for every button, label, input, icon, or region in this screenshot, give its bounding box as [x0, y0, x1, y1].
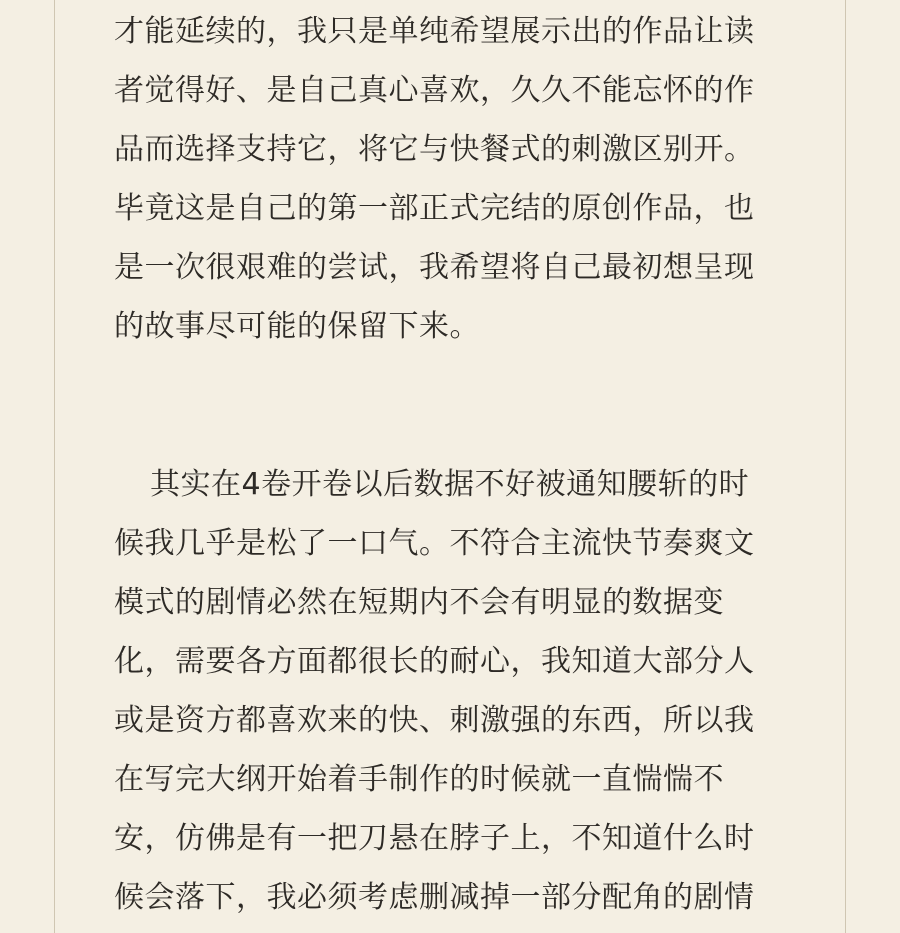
text-line: 其实在4卷开卷以后数据不好被通知腰斩的时	[150, 467, 750, 502]
paragraph-1	[114, 2, 755, 356]
right-margin-line	[845, 0, 846, 933]
text-line: 或是资方都喜欢来的快、刺激强的东西，所以我	[114, 703, 755, 738]
text-line: 在写完大纲开始着手制作的时候就一直惴惴不	[114, 762, 724, 797]
text-line: 是一次很艰难的尝试，我希望将自己最初想呈现	[114, 250, 755, 285]
text-line: 者觉得好、是自己真心喜欢，久久不能忘怀的作	[114, 73, 755, 108]
text-line: 候我几乎是松了一口气。不符合主流快节奏爽文	[114, 526, 755, 561]
paragraph-2	[114, 455, 755, 927]
text-line: 安，仿佛是有一把刀悬在脖子上，不知道什么时	[114, 821, 755, 856]
text-line: 品而选择支持它，将它与快餐式的刺激区别开。	[114, 132, 755, 167]
text-line: 毕竟这是自己的第一部正式完结的原创作品，也	[114, 191, 755, 226]
text-line: 的故事尽可能的保留下来。	[114, 309, 480, 344]
left-margin-line	[54, 0, 55, 933]
text-line: 化，需要各方面都很长的耐心，我知道大部分人	[114, 644, 755, 679]
text-line: 候会落下，我必须考虑删减掉一部分配角的剧情	[114, 880, 755, 915]
text-line: 才能延续的，我只是单纯希望展示出的作品让读	[114, 14, 755, 49]
text-line: 模式的剧情必然在短期内不会有明显的数据变	[114, 585, 724, 620]
